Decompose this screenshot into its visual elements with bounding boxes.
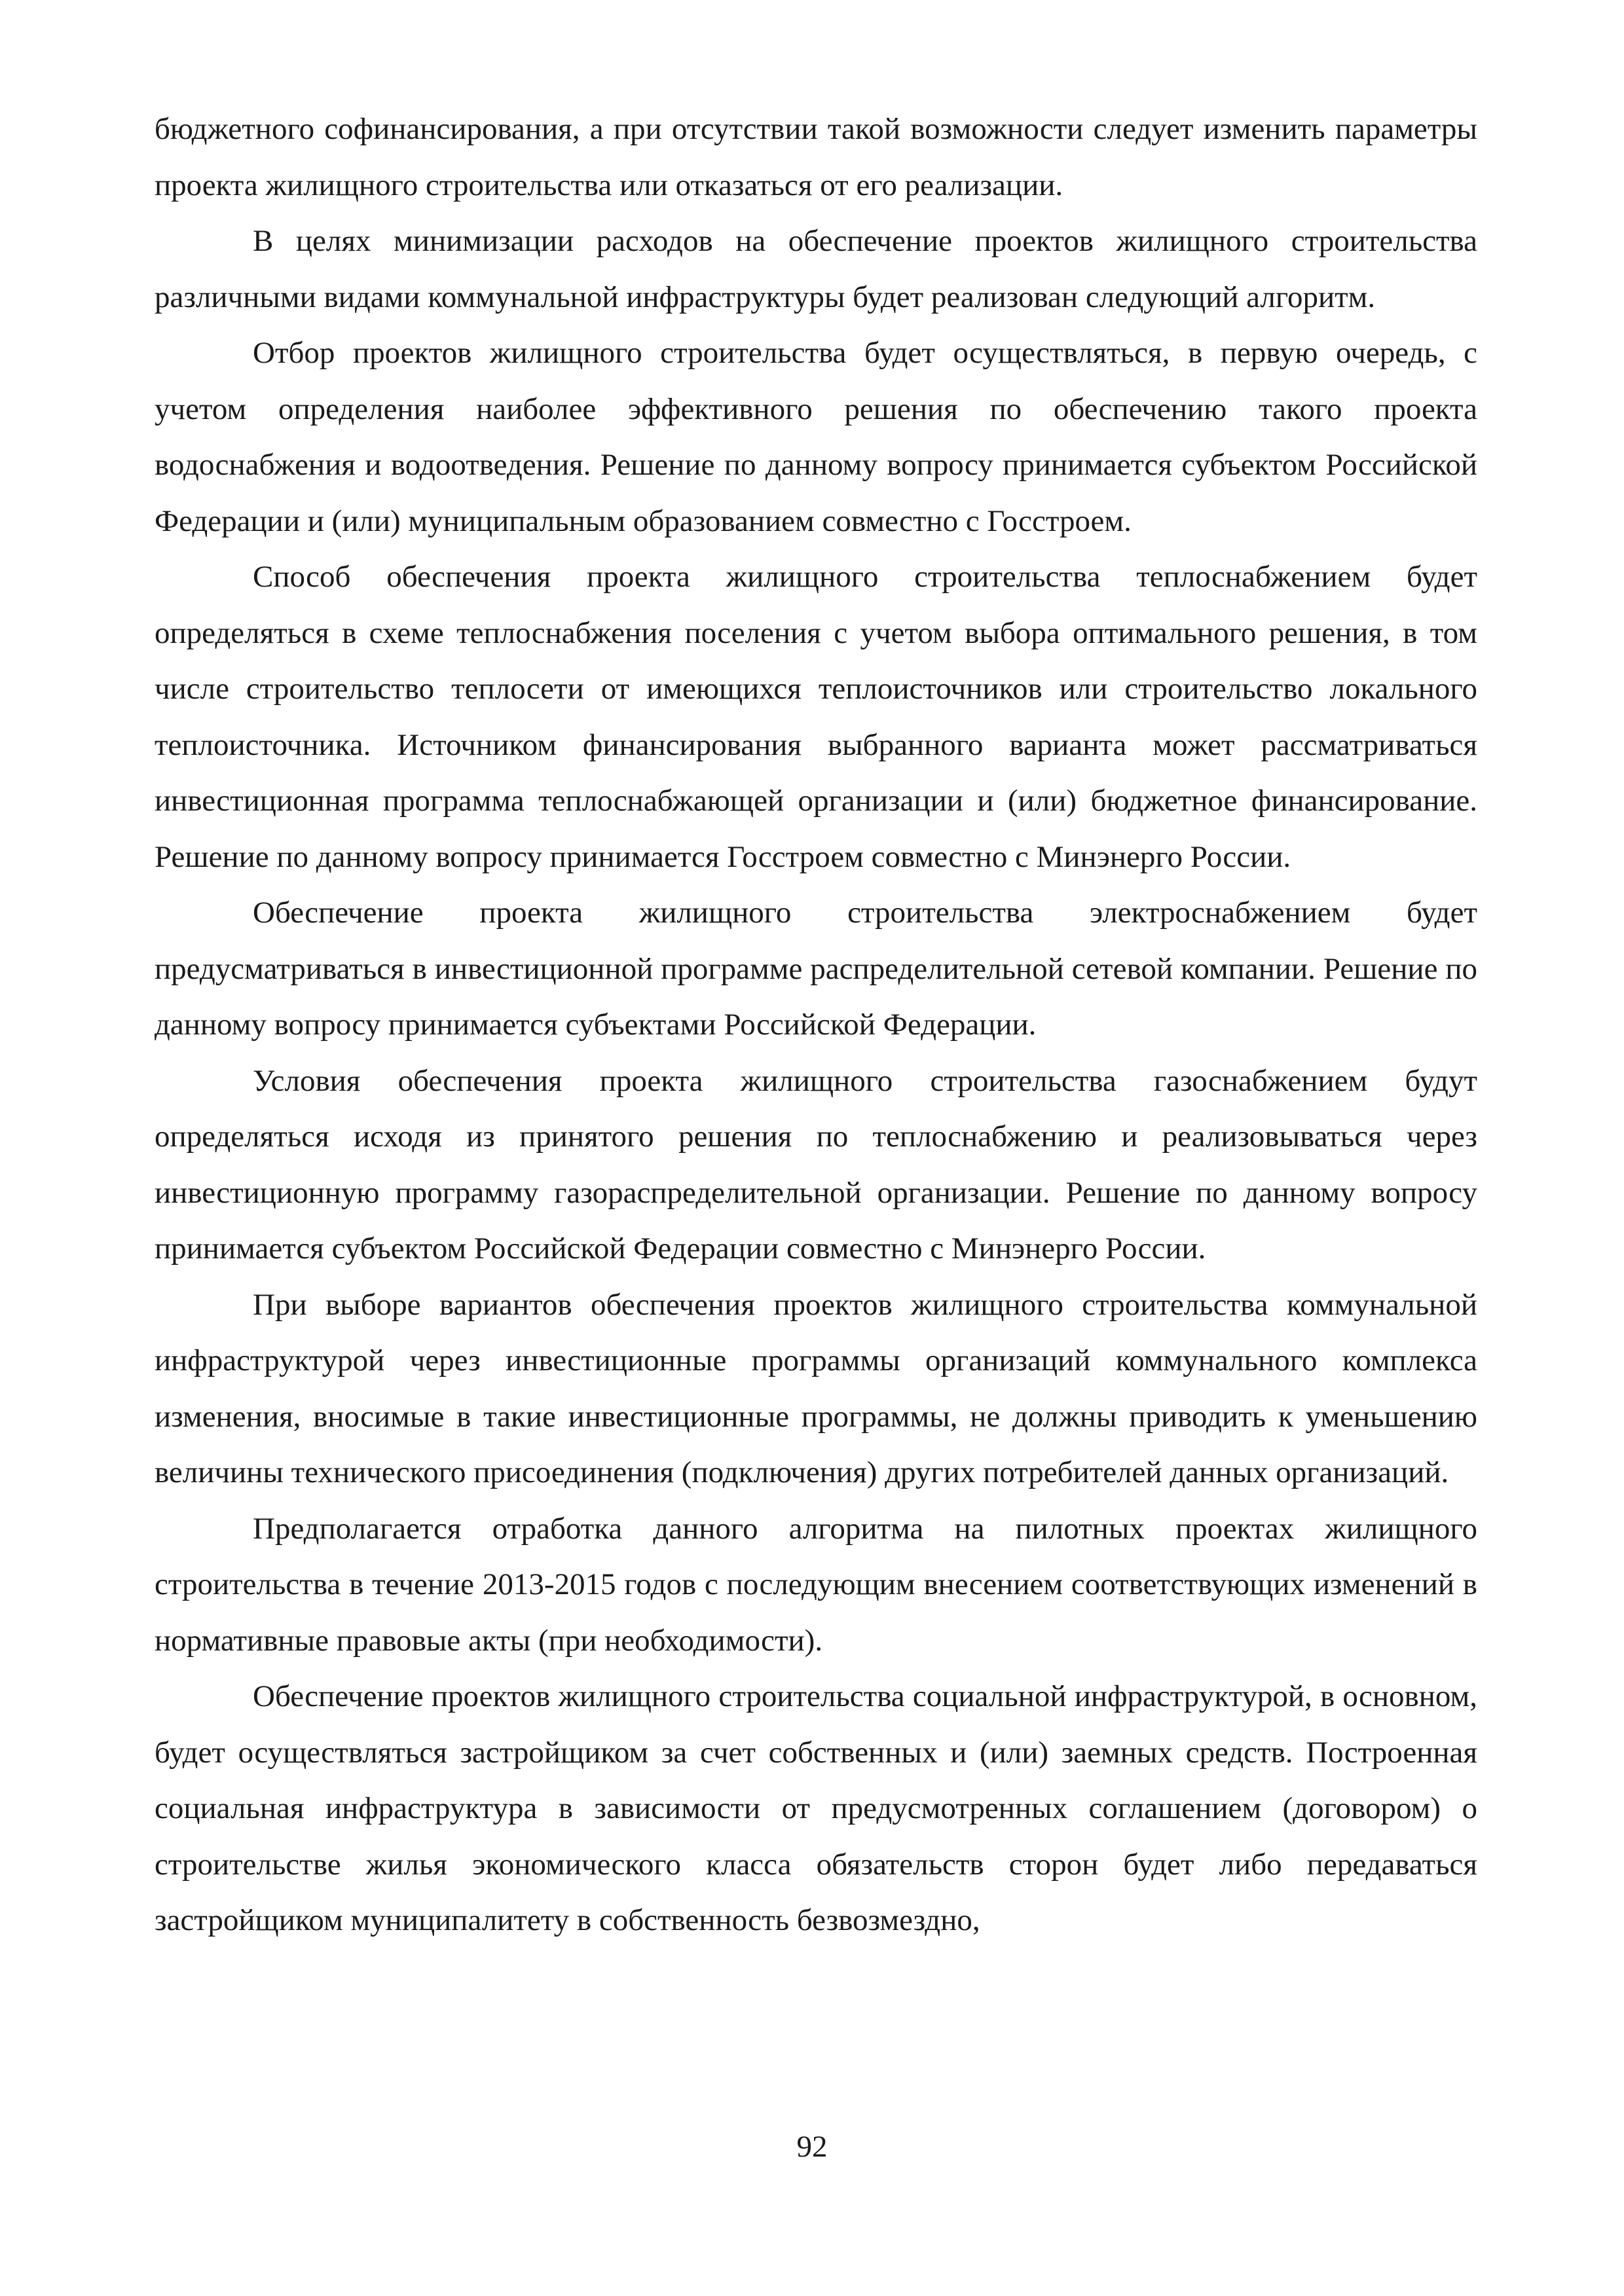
paragraph-4: Способ обеспечения проекта жилищного строительства теплоснабжением будет определяться в схеме теплоснабжения поселения с учетом выбора оптимального решения, в том числе строительство теплосети от имеющихся теплоисточников или строительство локального теплоисточника. Источником финансирования выбранного варианта может рассматриваться инвестиционная программа теплоснабжающей организации и (или) бюджетное финансирование. Решение по данному вопросу принимается Госстроем совместно с Минэнерго России.	[155, 560, 1477, 874]
paragraph-7: При выборе вариантов обеспечения проектов жилищного строительства коммунальной инфраструктурой через инвестиционные программы организаций коммунального комплекса изменения, вносимые в такие инвестиционные программы, не должны приводить к уменьшению величины технического присоединения (подключения) других потребителей данных организаций.	[155, 1287, 1477, 1489]
paragraph-2: В целях минимизации расходов на обеспечение проектов жилищного строительства различными видами коммунальной инфраструктуры будет реализован следующий алгоритм.	[155, 224, 1477, 314]
paragraph-5: Обеспечение проекта жилищного строительства электроснабжением будет предусматриваться в инвестиционной программе распределительной сетевой компании. Решение по данному вопросу принимается субъектами Российской Федерации.	[155, 896, 1477, 1042]
paragraph-8: Предполагается отработка данного алгоритма на пилотных проектах жилищного строительства в течение 2013-2015 годов с последующим внесением соответствующих изменений в нормативные правовые акты (при необходимости).	[155, 1511, 1477, 1658]
paragraph-6: Условия обеспечения проекта жилищного строительства газоснабжением будут определяться исходя из принятого решения по теплоснабжению и реализовываться через инвестиционную программу газораспределительной организации. Решение по данному вопросу принимается субъектом Российской Федерации совместно с Минэнерго России.	[155, 1063, 1477, 1266]
paragraph-3: Отбор проектов жилищного строительства будет осуществляться, в первую очередь, с учетом определения наиболее эффективного решения по обеспечению такого проекта водоснабжения и водоотведения. Решение по данному вопросу принимается субъектом Российской Федерации и (или) муниципальным образованием совместно с Госстроем.	[155, 336, 1477, 538]
paragraph-9: Обеспечение проектов жилищного строительства социальной инфраструктурой, в основном, будет осуществляться застройщиком за счет собственных и (или) заемных средств. Построенная социальная инфраструктура в зависимости от предусмотренных соглашением (договором) о строительстве жилья экономического класса обязательств сторон будет либо передаваться застройщиком муниципалитету в собственность безвозмездно,	[155, 1679, 1477, 1937]
page-number: 92	[796, 2130, 828, 2164]
body-text	[155, 101, 1477, 1949]
paragraph-1: бюджетного софинансирования, а при отсутствии такой возможности следует изменить параметры проекта жилищного строительства или отказаться от его реализации.	[155, 112, 1477, 202]
